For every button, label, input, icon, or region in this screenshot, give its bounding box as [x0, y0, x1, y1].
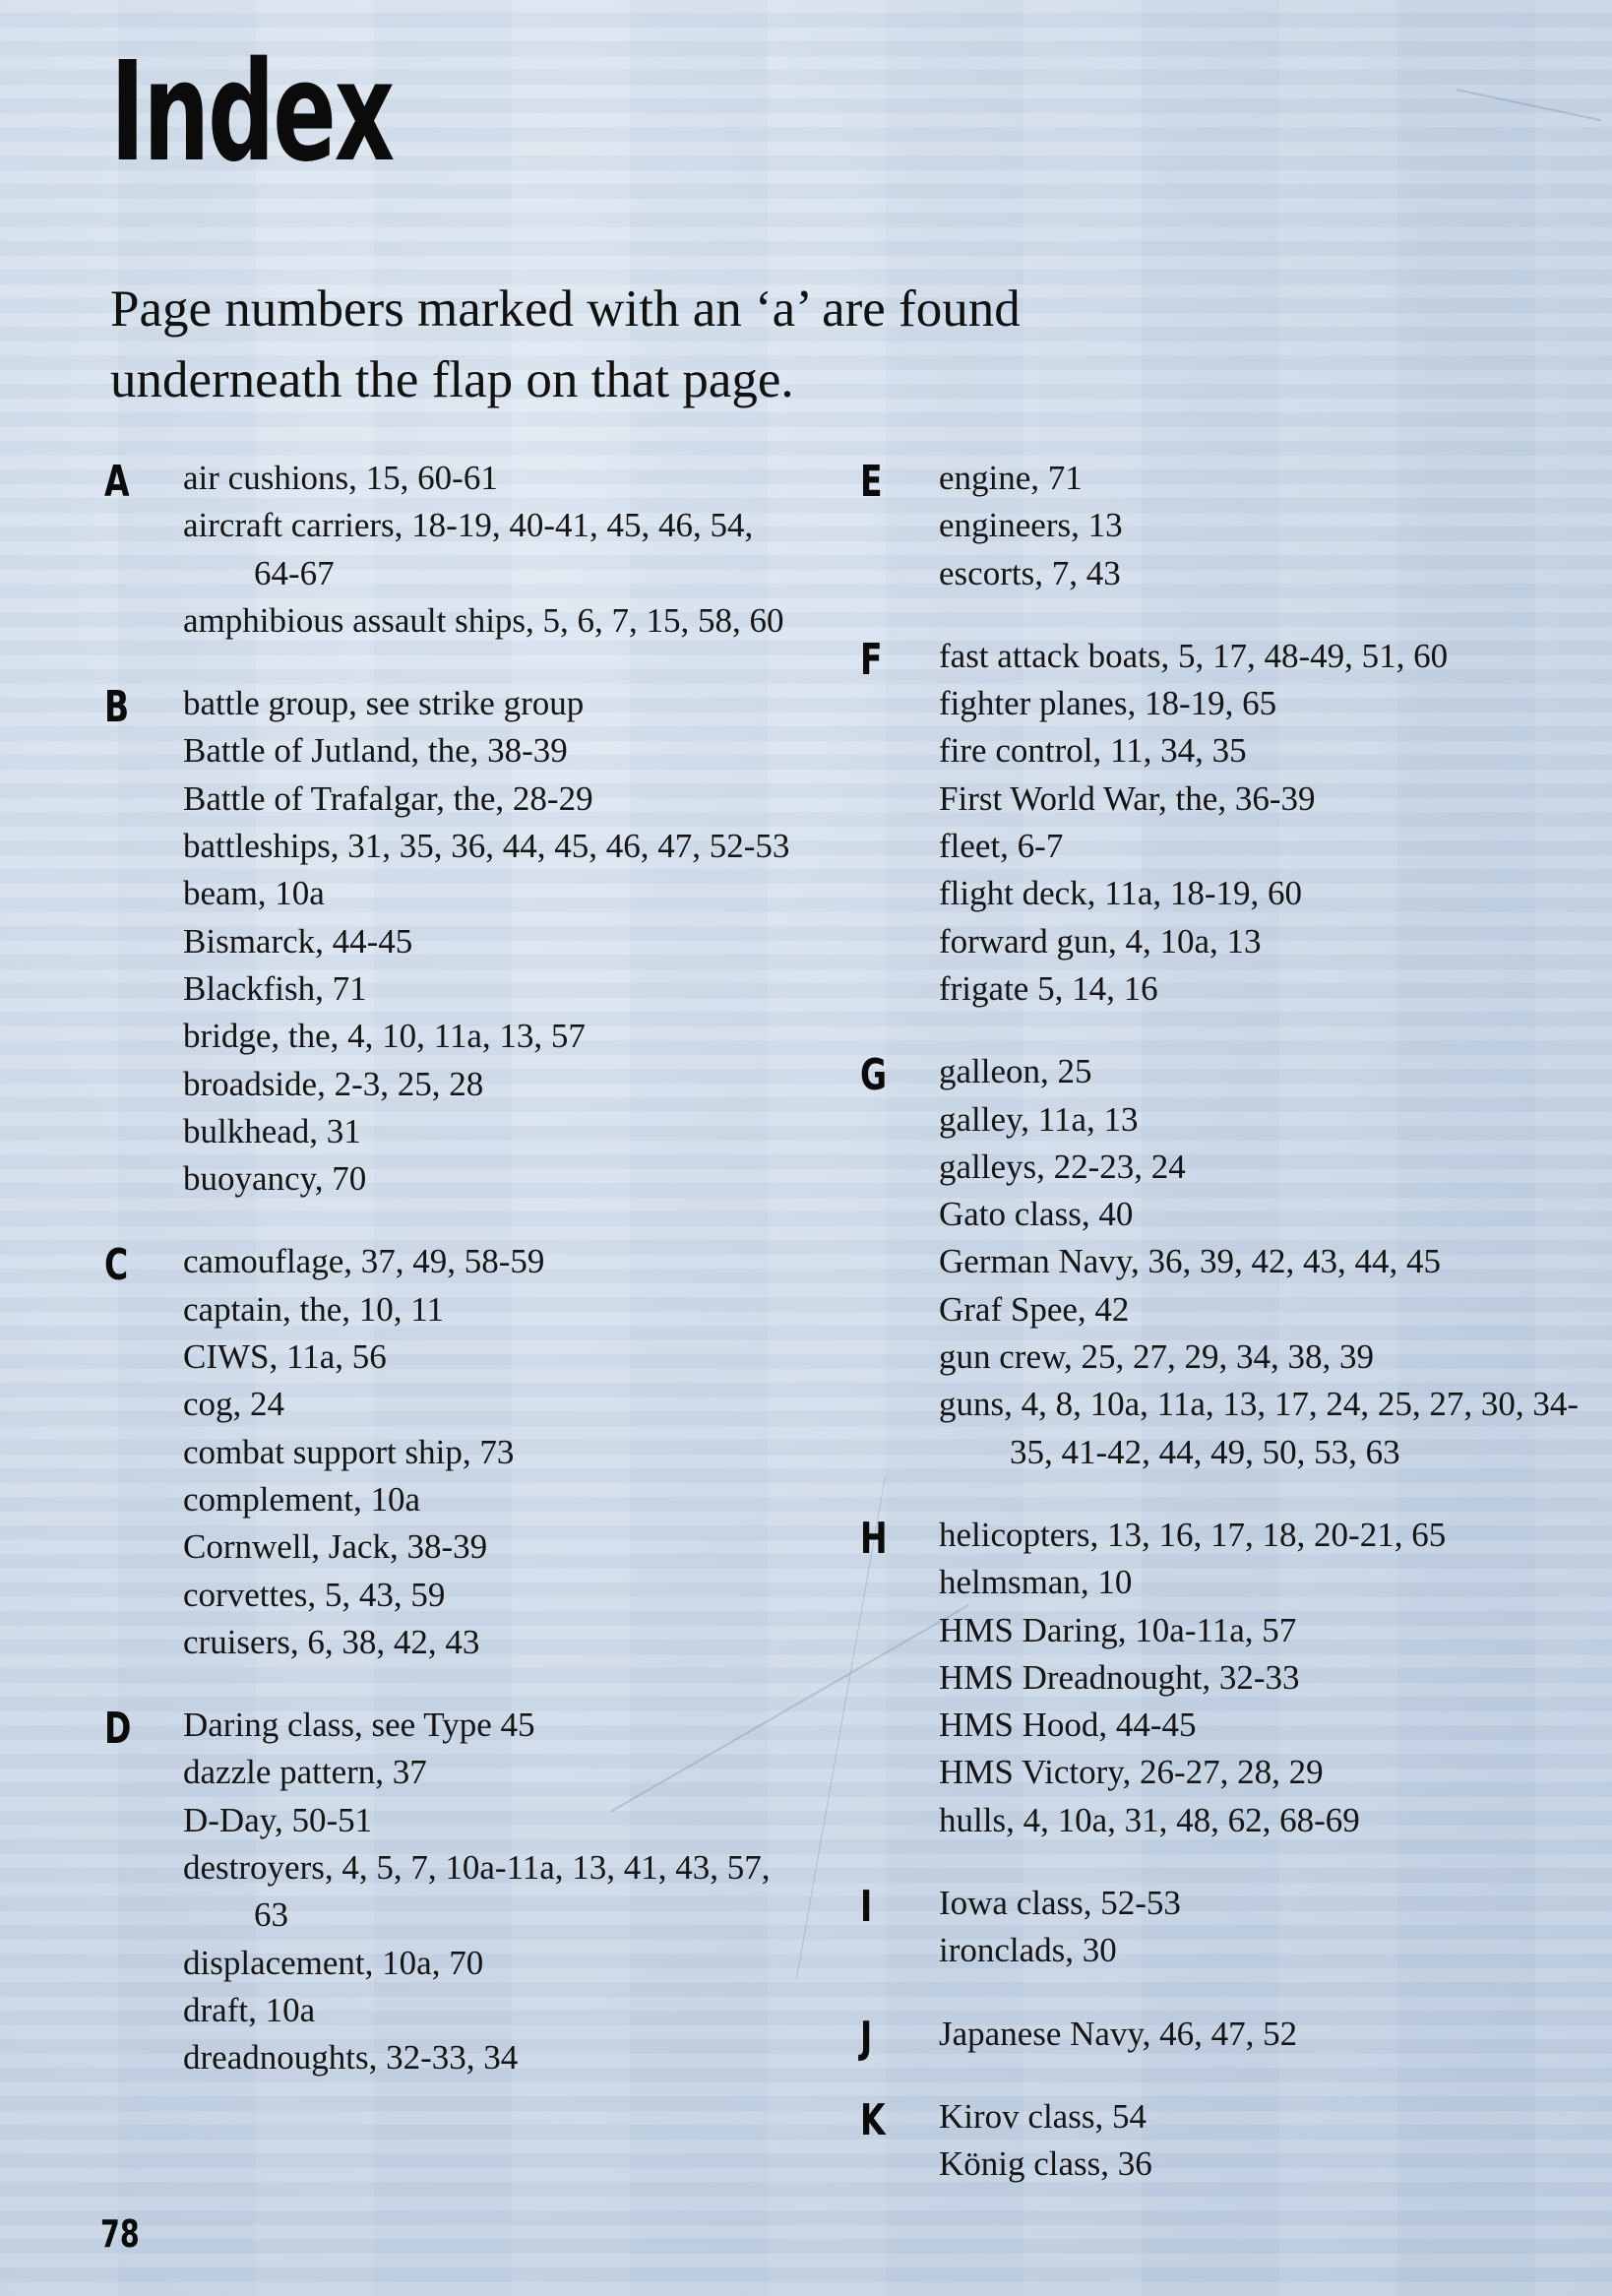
- index-entry: flight deck, 11a, 18-19, 60: [939, 874, 1303, 913]
- background-scratch: [1457, 89, 1601, 121]
- page-title: Index: [110, 32, 394, 193]
- section-letter: K: [860, 2094, 886, 2145]
- index-entry: galleys, 22-23, 24: [939, 1147, 1186, 1186]
- section-letter: G: [860, 1050, 888, 1101]
- index-section-k: [860, 2093, 1588, 2189]
- index-entry: First World War, the, 36-39: [939, 778, 1316, 818]
- entry-list: [104, 1238, 793, 1666]
- index-entry: frigate 5, 14, 16: [939, 968, 1158, 1008]
- entry-list: [860, 633, 1588, 1013]
- index-entry: combat support ship, 73: [183, 1432, 515, 1471]
- section-letter: B: [104, 682, 130, 733]
- index-entry: German Navy, 36, 39, 42, 43, 44, 45: [939, 1242, 1442, 1281]
- entry-list: [104, 455, 793, 645]
- index-entry: battleships, 31, 35, 36, 44, 45, 46, 47, 52-53: [183, 827, 790, 866]
- index-entry: hulls, 4, 10a, 31, 48, 62, 68-69: [939, 1800, 1360, 1839]
- index-entry: Bismarck, 44-45: [183, 921, 413, 961]
- entry-list: [104, 680, 793, 1203]
- index-entry: displacement, 10a, 70: [183, 1943, 484, 1982]
- index-entry: König class, 36: [939, 2144, 1152, 2184]
- index-entry: dreadnoughts, 32-33, 34: [183, 2038, 519, 2078]
- entry-list: [860, 1048, 1588, 1476]
- section-letter: F: [860, 634, 883, 685]
- index-entry: bulkhead, 31: [183, 1111, 361, 1150]
- index-entry: Blackfish, 71: [183, 968, 367, 1008]
- index-entry: air cushions, 15, 60-61: [183, 459, 498, 497]
- index-entry: fire control, 11, 34, 35: [939, 731, 1247, 771]
- index-entry: HMS Victory, 26-27, 28, 29: [939, 1753, 1324, 1792]
- index-entry: destroyers, 4, 5, 7, 10a-11a, 13, 41, 43, 57, 63: [183, 1848, 771, 1935]
- index-entry: complement, 10a: [183, 1479, 421, 1519]
- index-entry: draft, 10a: [183, 1990, 316, 2029]
- index-entry: helmsman, 10: [939, 1563, 1133, 1602]
- index-section-f: [860, 633, 1588, 1013]
- index-entry: fighter planes, 18-19, 65: [939, 684, 1277, 723]
- index-entry: Battle of Trafalgar, the, 28-29: [183, 778, 593, 818]
- index-entry: HMS Dreadnought, 32-33: [939, 1657, 1300, 1697]
- index-section-b: [104, 680, 793, 1203]
- index-section-c: [104, 1238, 793, 1666]
- index-entry: ironclads, 30: [939, 1931, 1117, 1970]
- index-column-right: [860, 455, 1588, 2224]
- index-section-h: [860, 1512, 1588, 1844]
- entry-list: [860, 1512, 1588, 1844]
- entry-list: [860, 2093, 1588, 2189]
- index-entry: Iowa class, 52-53: [939, 1884, 1181, 1923]
- index-entry: galleon, 25: [939, 1052, 1092, 1091]
- index-section-d: [104, 1702, 793, 2081]
- index-entry: beam, 10a: [183, 874, 325, 913]
- index-section-a: [104, 455, 793, 645]
- section-letter: A: [104, 457, 130, 507]
- index-entry: fast attack boats, 5, 17, 48-49, 51, 60: [939, 636, 1449, 675]
- section-letter: H: [860, 1513, 888, 1564]
- index-entry: Graf Spee, 42: [939, 1289, 1130, 1329]
- index-entry: aircraft carriers, 18-19, 40-41, 45, 46, 54, 64-67: [183, 506, 754, 592]
- index-entry: dazzle pattern, 37: [183, 1753, 427, 1792]
- index-entry: D-Day, 50-51: [183, 1800, 373, 1839]
- section-letter: I: [860, 1882, 873, 1933]
- index-section-e: [860, 455, 1588, 597]
- section-letter: J: [860, 2012, 873, 2063]
- index-section-g: [860, 1048, 1588, 1476]
- index-entry: Gato class, 40: [939, 1195, 1134, 1234]
- index-entry: HMS Daring, 10a-11a, 57: [939, 1610, 1297, 1649]
- index-entry: gun crew, 25, 27, 29, 34, 38, 39: [939, 1337, 1374, 1377]
- index-entry: Daring class, see Type 45: [183, 1706, 535, 1745]
- index-entry: forward gun, 4, 10a, 13: [939, 921, 1262, 961]
- index-entry: captain, the, 10, 11: [183, 1289, 445, 1329]
- index-entry: engine, 71: [939, 459, 1083, 497]
- index-entry: bridge, the, 4, 10, 11a, 13, 57: [183, 1017, 586, 1056]
- index-entry: buoyancy, 70: [183, 1159, 367, 1199]
- index-entry: cog, 24: [183, 1385, 285, 1424]
- index-entry: HMS Hood, 44-45: [939, 1706, 1197, 1745]
- entry-list: [860, 455, 1588, 597]
- index-entry: Cornwell, Jack, 38-39: [183, 1527, 488, 1567]
- index-entry: Battle of Jutland, the, 38-39: [183, 731, 568, 771]
- index-entry: galley, 11a, 13: [939, 1099, 1139, 1139]
- index-entry: CIWS, 11a, 56: [183, 1337, 387, 1377]
- index-entry: cruisers, 6, 38, 42, 43: [183, 1622, 480, 1661]
- index-entry: Kirov class, 54: [939, 2096, 1147, 2136]
- index-entry: escorts, 7, 43: [939, 553, 1121, 592]
- index-intro: Page numbers marked with an ‘a’ are found underneath the flap on that page.: [110, 280, 1021, 408]
- index-entry: engineers, 13: [939, 506, 1123, 545]
- index-entry: corvettes, 5, 43, 59: [183, 1575, 446, 1614]
- entry-list: [860, 2011, 1588, 2063]
- index-section-i: [860, 1880, 1588, 1975]
- page-number: 78: [100, 2212, 140, 2256]
- section-letter: E: [860, 457, 883, 507]
- entry-list: [104, 1702, 793, 2081]
- entry-list: [860, 1880, 1588, 1975]
- section-letter: C: [104, 1240, 129, 1291]
- index-section-j: [860, 2011, 1588, 2063]
- index-entry: helicopters, 13, 16, 17, 18, 20-21, 65: [939, 1515, 1447, 1554]
- index-entry: fleet, 6-7: [939, 827, 1064, 866]
- index-entry: Japanese Navy, 46, 47, 52: [939, 2014, 1298, 2053]
- index-entry: broadside, 2-3, 25, 28: [183, 1064, 484, 1103]
- index-entry: camouflage, 37, 49, 58-59: [183, 1242, 545, 1281]
- index-column-left: [104, 455, 793, 2118]
- index-entry: battle group, see strike group: [183, 684, 585, 723]
- index-entry: guns, 4, 8, 10a, 11a, 13, 17, 24, 25, 27, 30, 34-35, 41-42, 44, 49, 50, 53, 63: [939, 1385, 1580, 1471]
- index-entry: amphibious assault ships, 5, 6, 7, 15, 58, 60: [183, 600, 784, 640]
- section-letter: D: [104, 1704, 132, 1755]
